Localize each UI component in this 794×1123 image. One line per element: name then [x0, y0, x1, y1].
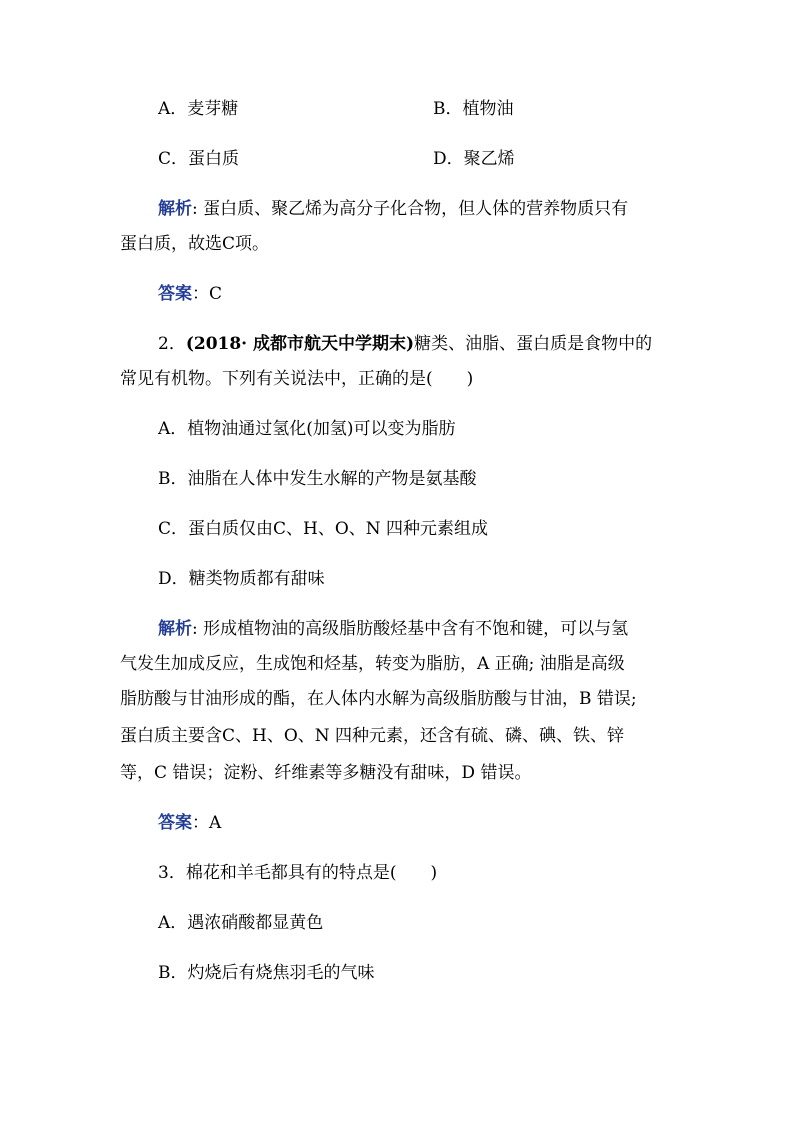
q2-analysis-line-1: 解析: 形成植物油的高级脂肪酸烃基中含有不饱和键，可以与氢 — [158, 619, 629, 639]
q2-analysis-line-2: 气发生加成反应，生成饱和烃基，转变为脂肪，A 正确; 油脂是高级 — [120, 654, 625, 674]
q1-option-c: C．蛋白质 — [158, 149, 240, 169]
q2-source: (2018· 成都市航天中学期末) — [185, 334, 415, 354]
q2-stem-line-1: 2．(2018· 成都市航天中学期末)糖类、油脂、蛋白质是食物中的 — [158, 334, 653, 354]
analysis-label: 解析 — [158, 199, 192, 219]
q2-analysis-line-3: 脂肪酸与甘油形成的酯，在人体内水解为高级脂肪酸与甘油，B 错误; — [120, 689, 637, 709]
q2-answer: 答案：A — [158, 813, 222, 833]
q2-option-b: B．油脂在人体中发生水解的产物是氨基酸 — [158, 469, 477, 489]
q3-option-b: B．灼烧后有烧焦羽毛的气味 — [158, 963, 375, 983]
q1-analysis-line-1: 解析: 蛋白质、聚乙烯为高分子化合物，但人体的营养物质只有 — [158, 199, 629, 219]
answer-label: 答案 — [158, 813, 192, 833]
q1-answer: 答案：C — [158, 284, 223, 304]
q2-option-a: A．植物油通过氢化(加氢)可以变为脂肪 — [158, 419, 456, 439]
q2-option-c: C．蛋白质仅由C、H、O、N 四种元素组成 — [158, 519, 489, 539]
analysis-label: 解析 — [158, 619, 192, 639]
q1-option-a: A．麦芽糖 — [158, 99, 239, 119]
q3-option-a: A．遇浓硝酸都显黄色 — [158, 913, 324, 933]
q3-stem: 3．棉花和羊毛都具有的特点是( ) — [158, 863, 438, 883]
q1-option-d: D．聚乙烯 — [433, 149, 515, 169]
q2-analysis-line-4: 蛋白质主要含C、H、O、N 四种元素，还含有硫、磷、碘、铁、锌 — [120, 726, 625, 746]
answer-label: 答案 — [158, 284, 192, 304]
q1-analysis-line-2: 蛋白质，故选C项。 — [120, 234, 270, 254]
q1-option-b: B．植物油 — [433, 99, 514, 119]
q2-analysis-line-5: 等，C 错误；淀粉、纤维素等多糖没有甜味，D 错误。 — [120, 763, 532, 783]
q2-stem-line-2: 常见有机物。下列有关说法中，正确的是( ) — [120, 369, 474, 389]
q2-option-d: D．糖类物质都有甜味 — [158, 569, 325, 589]
